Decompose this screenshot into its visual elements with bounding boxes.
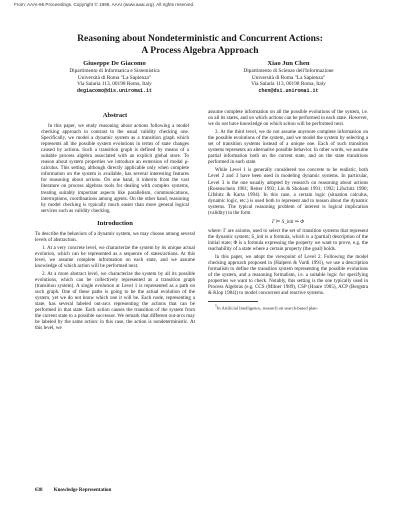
author-university: Università di Roma "La Sapienza" bbox=[251, 74, 326, 81]
author-address: Via Salaria 113, 00198 Roma, Italy bbox=[77, 81, 152, 88]
abstract-text: In this paper, we study reasoning about actions following a model checking approach in contrast to the usual validity checking one. Specifically, we model a dynamic system as a transition graph which represents all the possible system evolutions in terms of state changes caused by actions. Such a transition graph is defined by means of a suitable process algebra associated with an explicit global store. To reason about system properties we introduce an extension of modal μ-calculus. This setting, although directly applicable only when complete information on the system is available, has several interesting features for reasoning about actions. On one hand, it inherits from the vast literature on process algebras tools for dealing with complex systems, treating suitably important aspects like parallelism, communications, interruptions, coordinations among agents. On the other hand, reasoning by model checking is typically much easier than more general logical services such as validity checking. bbox=[41, 123, 189, 214]
paragraph: 3. At the third level, we do not assume anymore complete information on the possible evolutions of the system, and we model the system by selecting a set of transition systems instead of a unique one. Each of such transition systems represents an alternative possible behavior. In other words, we assume partial information both on the current state, and on the state transitions performed in each state. bbox=[208, 129, 368, 166]
author-email: chen@dsi.uniroma1.it bbox=[258, 88, 319, 95]
author-department: Dipartimento di Informatica e Sistemistica bbox=[69, 68, 160, 74]
paragraph: 2. At a more abstract level, we characterize the system by all its possible evolutions, which can be collectively represented as a transition graph (transition system). A single evolution at Level 1 is represented as a path on such graph. One of these paths is going to be the actual evolution of the system, yet we do not know which one it will be. Each node, representing a state, has several labeled out-arcs representing the actions that can be performed in that state. Each action causes the transition of the system from the current state to a possible successor. We remark that different out-arcs may be labeled by the same action: in this case, the action is nondeterministic. At this level, we bbox=[35, 270, 195, 332]
paragraph: While Level 1 is generally considered too concrete to be realistic, both Level 2 and 3 have been used in modeling dynamic systems. In particular, Level 3 is the one usually adopted by research on reasoning about actions (Rosenschein 1981; Reiter 1993; Lin & Shoham 1991; 1992; Lifschitz 1990; Lifshitz & Karta 1994). In this case, a certain logic (situation calculus, dynamic logic, etc.) is used both to represent and to reason about the dynamic systems. The typical reasoning problem of interest is logical implication (validity) in the form bbox=[208, 167, 368, 216]
copyright-notice: From: AAAI-96 Proceedings. Copyright © 1996, AAAI (www.aaai.org). All rights reserved. bbox=[14, 2, 195, 7]
title-line-1: Reasoning about Nondeterministic and Concurrent Actions: bbox=[77, 33, 323, 44]
paragraph: where: Γ are axioms, used to select the set of transition systems that represent the dynamic system; S_init is a formula, which is a (partial) description of the initial state; Φ is a formula expressing the property we want to prove, e.g. the reachability of a state where a certain property (the goal) holds. bbox=[208, 227, 368, 252]
footnote-divider bbox=[208, 301, 258, 302]
footnote: $^1$In Artificial Intelligence, research on search-based plan- bbox=[215, 304, 318, 311]
left-column bbox=[35, 110, 195, 333]
page-footer bbox=[35, 488, 111, 493]
paragraph: In this paper, we adopt the viewpoint of Level 2. Following the model checking approach proposed in (Halpern & Vardi 1991), we use a description formalism to define the transition system representing the possible evolutions of the system, and a reasoning formalism, i.e. a suitable logic for specifying properties we want to check. Notably, this setting is the one typically used in Process Algebras (e.g. CCS (Milner 1989), CSP (Hoare 1985), ACP (Bergstra & Klop 1984)) to model concurrent and reactive systems. bbox=[208, 254, 368, 297]
formula: Γ ⊨ S_init ⇒ Φ bbox=[271, 218, 305, 225]
author-university: Università di Roma "La Sapienza" bbox=[77, 74, 152, 81]
author-department: Dipartimento di Scienze dell'Informazione bbox=[243, 68, 334, 74]
title-line-2: A Process Algebra Approach bbox=[141, 44, 259, 56]
paragraph: To describe the behaviors of a dynamic system, we may choose among several levels of abstraction. bbox=[35, 230, 195, 243]
footer-section: Knowledge Representation bbox=[53, 488, 112, 493]
right-column bbox=[208, 109, 368, 313]
paragraph: 1. At a very concrete level, we characterize the system by its unique actual evolution, which can be represented as a sequence of states/actions. At this level, we assume complete information on each state, and we assume knowledge of which action will be performed next. bbox=[35, 244, 195, 269]
abstract bbox=[35, 123, 195, 214]
introduction-heading: Introduction bbox=[97, 219, 133, 227]
author-address: Via Salaria 113, 00198 Roma, Italy bbox=[251, 81, 326, 88]
paragraph: assume complete information on all the possible evolutions of the system, i.e. on all its states, and on which actions can be performed in each state. However, we do not have knowledge on which action will be performed next. bbox=[208, 109, 368, 128]
author-2 bbox=[196, 60, 381, 95]
author-name: Giuseppe De Giacomo bbox=[83, 60, 146, 67]
abstract-heading: Abstract bbox=[102, 112, 128, 119]
author-name: Xiao Jun Chen bbox=[267, 60, 310, 67]
author-1 bbox=[22, 60, 207, 95]
page-number: 638 bbox=[35, 488, 43, 493]
footnote-text: In Artificial Intelligence, research on search-based plan- bbox=[216, 305, 318, 311]
author-email: degiacomo@dis.uniroma1.it bbox=[76, 88, 152, 95]
paper-title bbox=[0, 33, 400, 56]
